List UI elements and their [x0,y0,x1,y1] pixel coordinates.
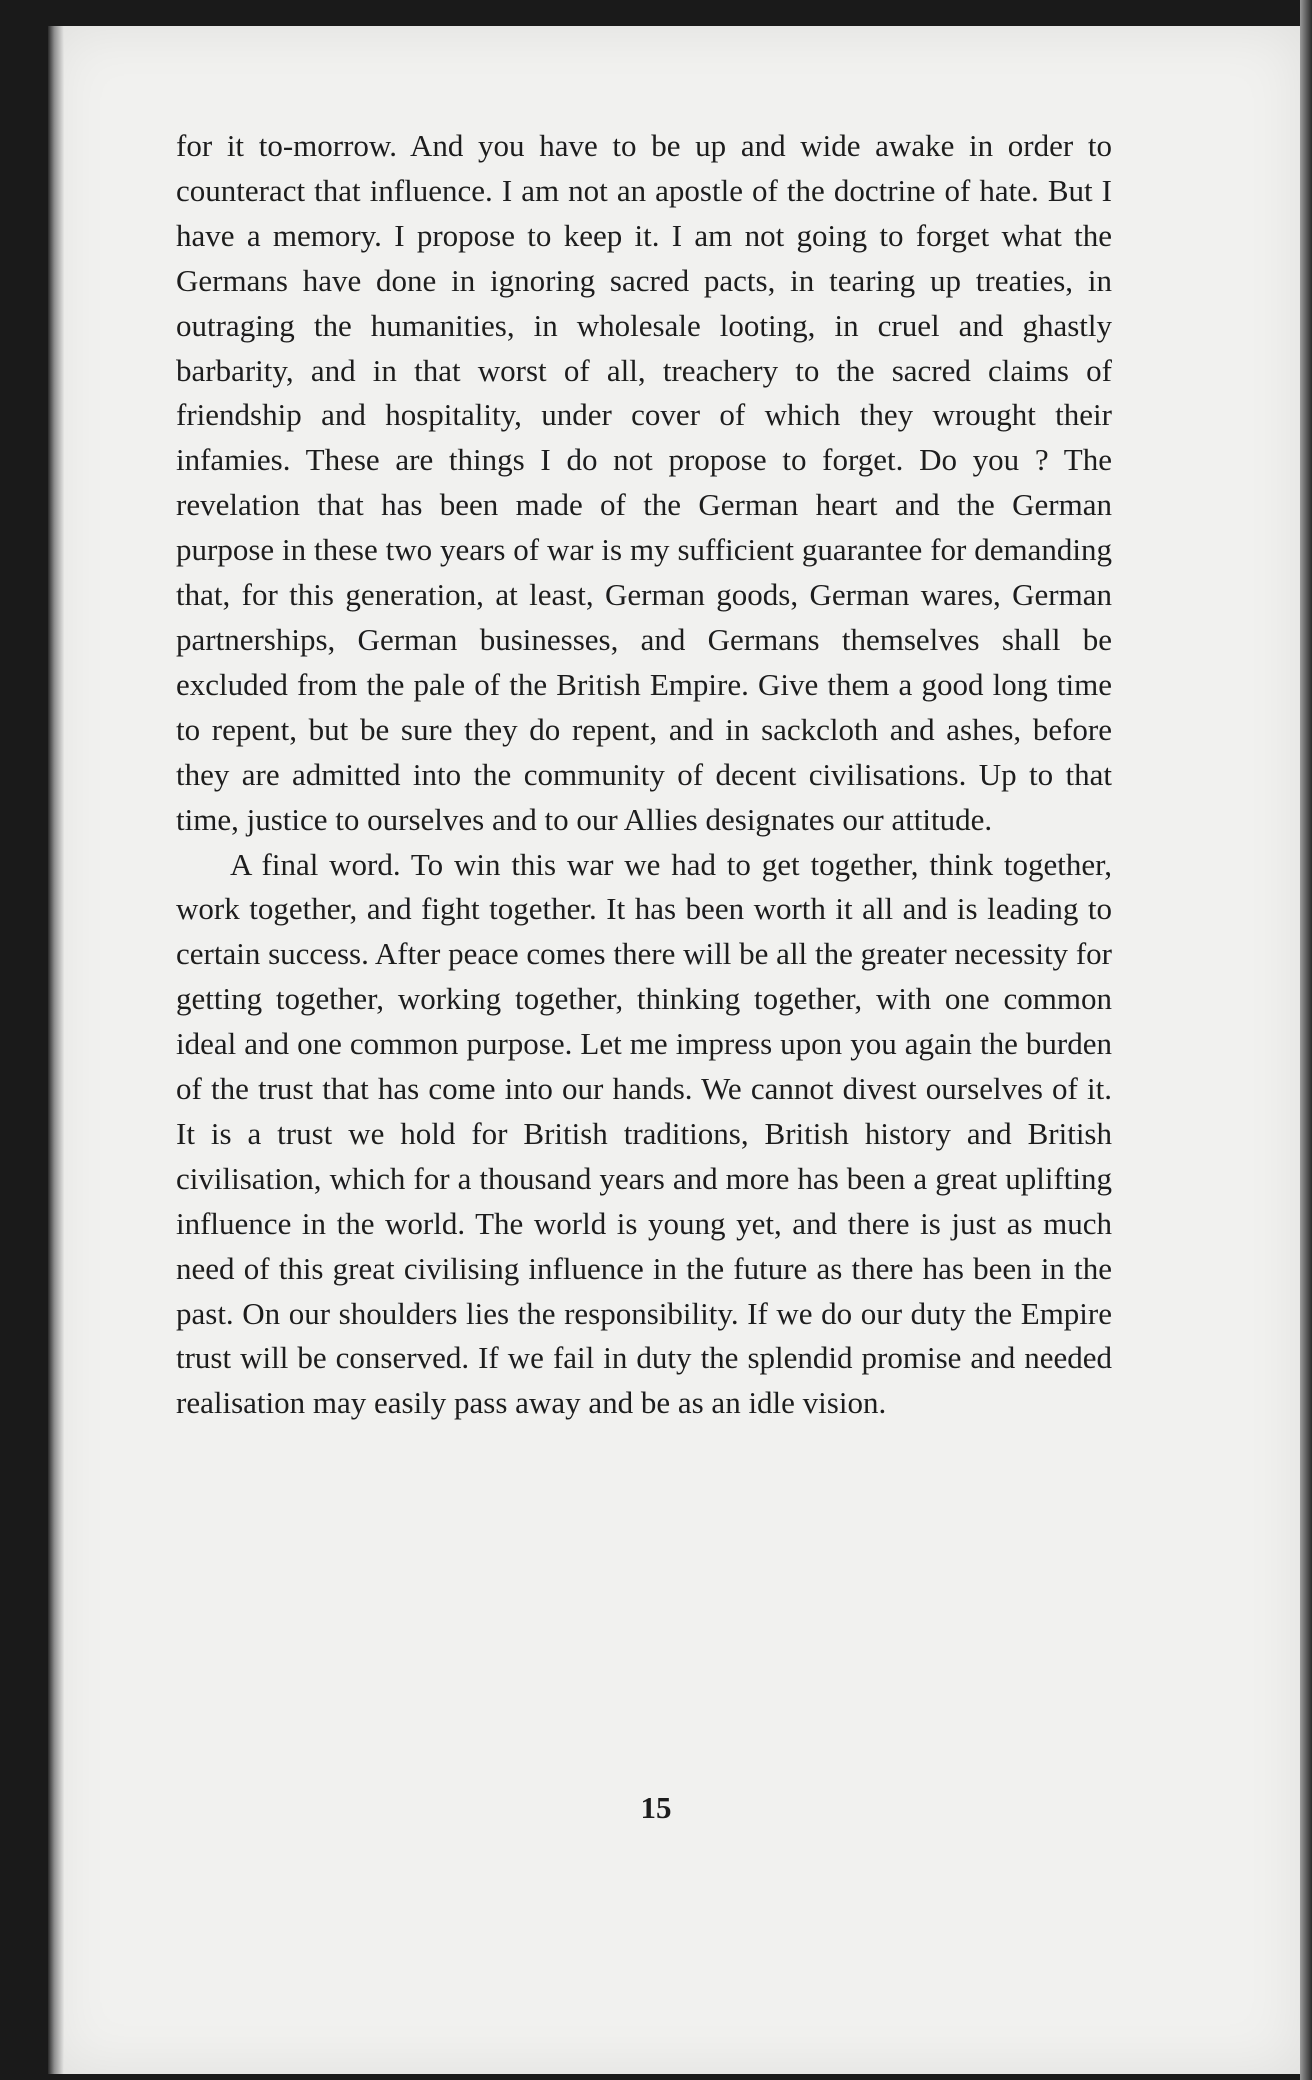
page-number: 15 [640,1790,672,1825]
body-text [176,124,1112,1426]
page-right-edge [1300,0,1312,2080]
paragraph-continued: for it to-morrow. And you have to be up and wide awake in order to counteract that influence. I am not an apostle of the doctrine of hate. But I have a memory. I propose to keep it. I am not going to forget what the Germans have done in ignoring sacred pacts, in tearing up treaties, in outraging the humanities, in wholesale looting, in cruel and ghastly barbarity, and in that worst of all, treachery to the sacred claims of friendship and hospitality, under cover of which they wrought their infamies. These are things I do not propose to forget. Do you ? The revelation that has been made of the German heart and the German purpose in these two years of war is my sufficient guarantee for demanding that, for this generation, at least, German goods, German wares, German partnerships, German businesses, and Germans themselves shall be excluded from the pale of the British Empire. Give them a good long time to repent, but be sure they do repent, and in sackcloth and ashes, before they are admitted into the community of decent civilisations. Up to that time, justice to ourselves and to our Allies designates our attitude. [176,128,1112,837]
page-spine-shadow [48,26,64,2074]
paragraph-final-word: A final word. To win this war we had to get together, think together, work together, and fight together. It has been worth it all and is leading to certain success. After peace comes there will be all the greater necessity for getting together, working together, thinking together, with one common ideal and one common purpose. Let me impress upon you again the burden of the trust that has come into our hands. We cannot divest ourselves of it. It is a trust we hold for British traditions, British history and British civilisation, which for a thousand years and more has been a great uplifting influence in the world. The world is young yet, and there is just as much need of this great civilising influence in the future as there has been in the past. On our shoulders lies the responsibility. If we do our duty the Empire trust will be conserved. If we fail in duty the splendid promise and needed realisation may easily pass away and be as an idle vision. [176,846,1112,1421]
